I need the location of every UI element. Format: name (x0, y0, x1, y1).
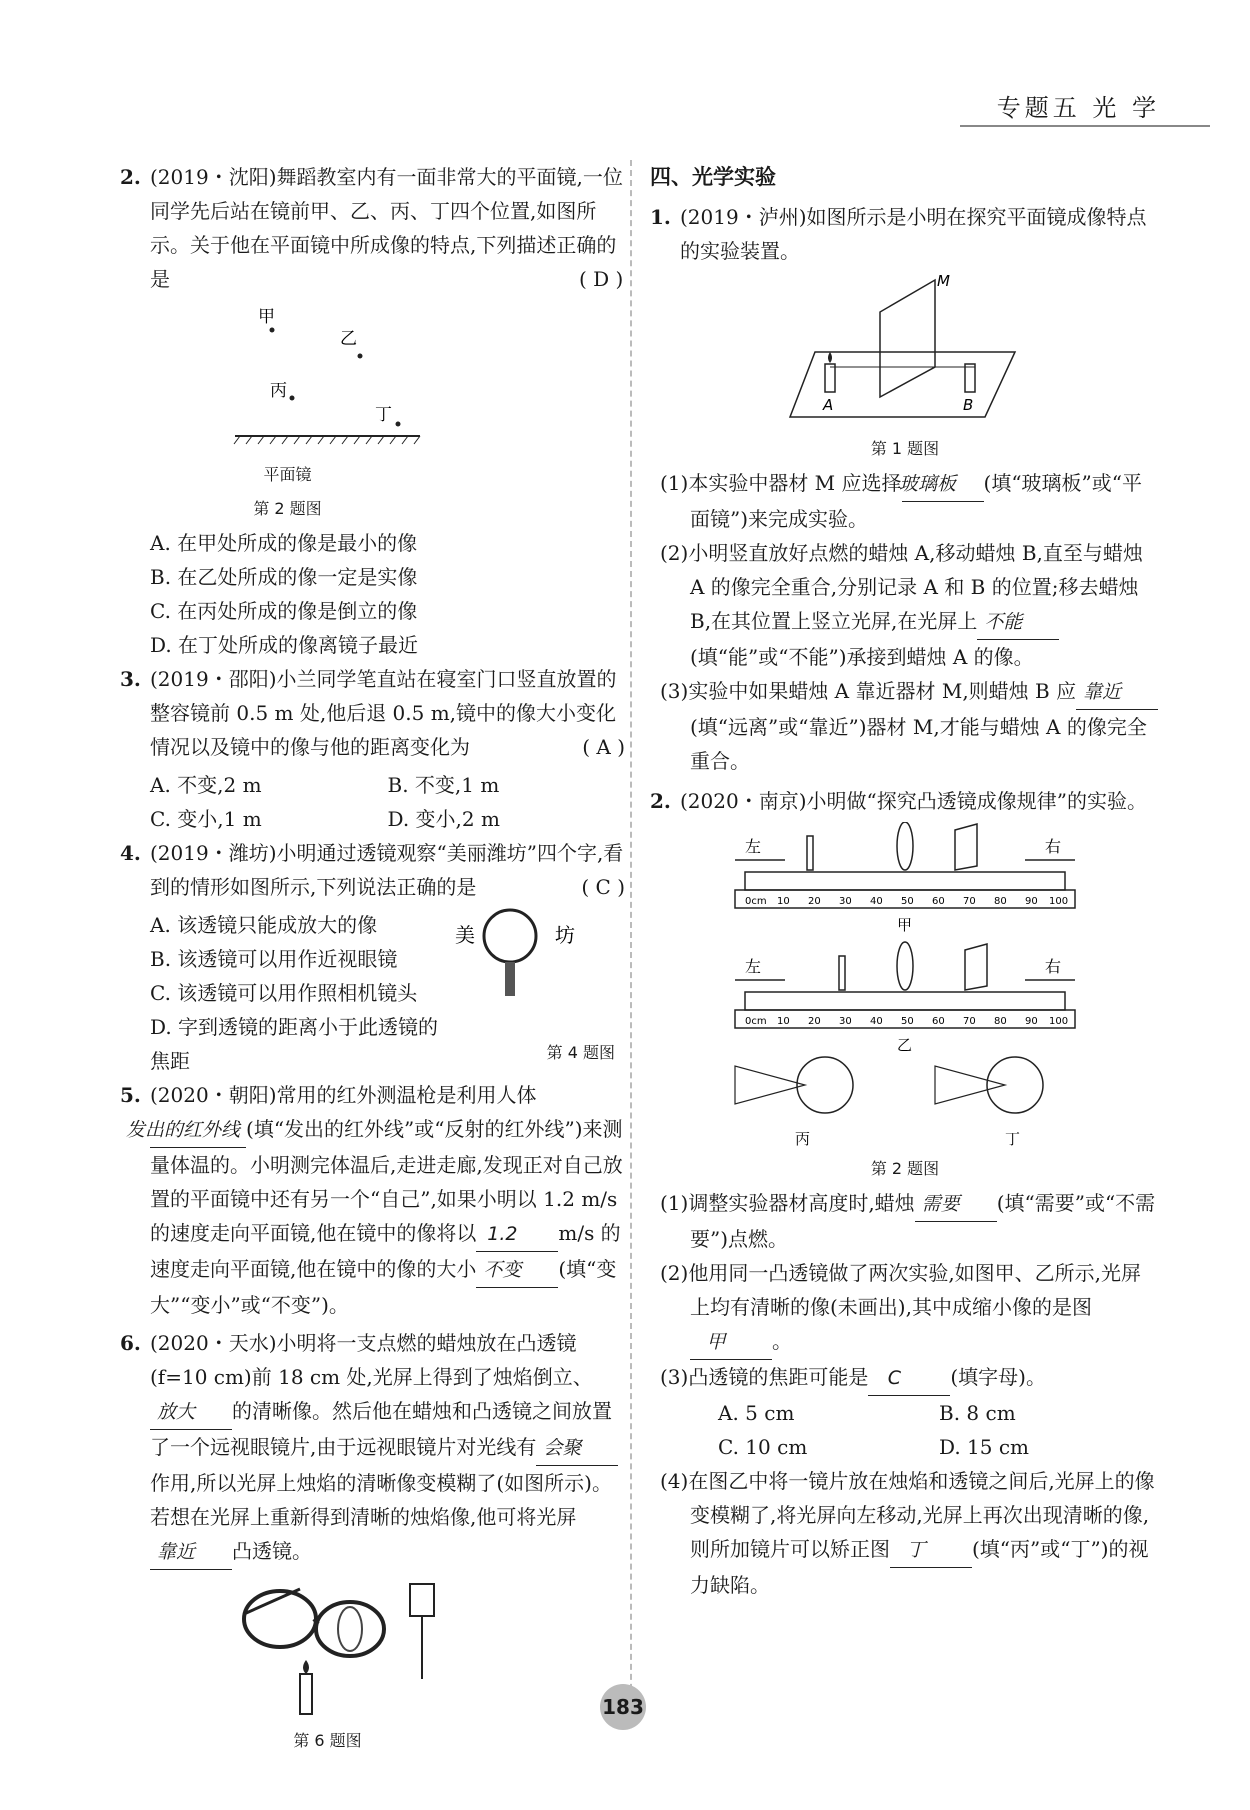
tick: 40 (870, 1016, 883, 1027)
tick: 20 (808, 896, 821, 907)
question-number: 6. (120, 1331, 141, 1355)
blank-answer[interactable]: 不能 (977, 605, 1059, 640)
question-4 (120, 836, 625, 904)
right-column (650, 160, 1160, 1602)
figure-q2-mirror-positions (230, 302, 590, 452)
eyeball (987, 1057, 1043, 1113)
q4-block (120, 908, 625, 1078)
question-number: 1. (650, 205, 671, 229)
blank-answer[interactable]: C (868, 1361, 950, 1396)
screen (965, 944, 987, 990)
q6-text-2: 的清晰像。然后他在蜡烛和凸透镜之间放置了一个远视眼镜片,由于远视眼镜片对光线有 (150, 1399, 612, 1459)
blank-answer-3[interactable]: 靠近 (150, 1535, 232, 1570)
label-left: 左 (745, 957, 762, 976)
screen (955, 824, 977, 870)
options-row-1 (650, 1396, 1160, 1430)
blank-answer-1[interactable]: 发出的红外线 (150, 1113, 246, 1148)
label-bing: 丙 (795, 1130, 811, 1148)
q5-text-1: (2020・朝阳)常用的红外测温枪是利用人体 (150, 1083, 537, 1107)
blank-answer-2[interactable]: 1.2 (476, 1217, 558, 1252)
option-d: D. 字到透镜的距离小于此透镜的焦距 (150, 1015, 439, 1073)
question-number: 2. (120, 165, 141, 189)
bench-rail (745, 992, 1065, 1010)
answer-choice: ( A ) (582, 735, 625, 759)
question-number: 4. (120, 841, 141, 865)
figure-caption: 第 6 题图 (293, 1731, 362, 1750)
option-d: D. 15 cm (939, 1435, 1030, 1459)
figure-caption: 第 1 题图 (870, 439, 940, 458)
blank-answer[interactable]: 靠近 (1076, 675, 1158, 710)
tick: 60 (932, 896, 945, 907)
tick: 90 (1025, 896, 1038, 907)
option-c: C. 该透镜可以用作照相机镜头 (150, 981, 418, 1005)
tick: 50 (901, 1016, 914, 1027)
point-bing (290, 396, 295, 401)
q1-part-3: (3)实验中如果蜡烛 A 靠近器材 M,则蜡烛 B 应 靠近(填“远离”或“靠近”)器材 M,才能与蜡烛 A 的像完全重合。 (650, 674, 1160, 778)
tick: 100 (1049, 1016, 1069, 1027)
blank-answer-1[interactable]: 放大 (150, 1395, 232, 1430)
answer-choice: ( D ) (578, 267, 624, 291)
label-B: B (963, 396, 974, 414)
option-b: B. 8 cm (939, 1401, 1016, 1425)
q1-part-2: (2)小明竖直放好点燃的蜡烛 A,移动蜡烛 B,直至与蜡烛 A 的像完全重合,分别记录 A 和 B 的位置;移去蜡烛 B,在其位置上竖立光屏,在光屏上 不能(填“能”或“不能”)承接到蜡烛 A 的像。 (660, 541, 1143, 669)
candle-A-flame (828, 352, 832, 363)
candle-B (965, 364, 975, 392)
light-screen (410, 1584, 434, 1616)
lens (897, 942, 913, 990)
option-a: A. 该透镜只能成放大的像 (150, 913, 378, 937)
label-bing: 丙 (270, 381, 287, 401)
q6-text-3: 作用,所以光屏上烛焰的清晰像变模糊了(如图所示)。若想在光屏上重新得到清晰的烛焰像,他可将光屏 (150, 1471, 612, 1529)
blank-answer-3[interactable]: 不变 (476, 1253, 558, 1288)
mirror-hatching (234, 436, 420, 444)
candle-A (825, 364, 835, 392)
label-jia: 甲 (258, 307, 275, 327)
option-d: D. 变小,2 m (387, 807, 500, 831)
question-number: 5. (120, 1083, 141, 1107)
answer-choice: ( C ) (581, 875, 625, 899)
q2-part-4: (4)在图乙中将一镜片放在烛焰和透镜之间后,光屏上的像变模糊了,将光屏向左移动,光屏上再次出现清晰的像,则所加镜片可以矫正图 丁 (填“丙”或“丁”)的视力缺陷。 (660, 1469, 1155, 1597)
question-stem: (2019・泸州)如图所示是小明在探究平面镜成像特点的实验装置。 (680, 205, 1147, 263)
question-number: 2. (650, 789, 671, 813)
tick: 20 (808, 1016, 821, 1027)
glasses-lens-right (316, 1602, 384, 1656)
question-stem: (2019・邵阳)小兰同学笔直站在寝室门口竖直放置的整容镜前 0.5 m 处,他后退 0.5 m,镜中的像大小变化情况以及镜中的像与他的距离变化为 (150, 667, 617, 759)
eye-diagram-ding (935, 1057, 1043, 1148)
candle-flame (303, 1660, 309, 1674)
option-a: A. 不变,2 m (150, 773, 262, 797)
tick: 0cm (745, 896, 767, 907)
option-c: C. 在丙处所成的像是倒立的像 (150, 599, 418, 623)
q5-text-3: m/s 的速度走向平面镜,他在镜中的像的大小 (150, 1221, 621, 1281)
tick: 80 (994, 896, 1007, 907)
tick: 50 (901, 896, 914, 907)
left-column (120, 160, 625, 1758)
magnifier-lens (484, 910, 536, 962)
candle (807, 836, 813, 870)
label-ding: 丁 (1005, 1130, 1021, 1148)
label-ding: 丁 (375, 405, 392, 425)
option-a: A. 5 cm (718, 1401, 795, 1425)
tick: 90 (1025, 1016, 1038, 1027)
figure-optical-bench (715, 822, 1095, 1152)
page-header-title: 专题五 光 学 (996, 94, 1160, 122)
label-right: 右 (1045, 957, 1062, 976)
question-number: 3. (120, 667, 141, 691)
blank-answer[interactable]: 需要 (915, 1187, 997, 1222)
tick: 30 (839, 1016, 852, 1027)
page-number: 183 (600, 1684, 646, 1730)
char-mei: 美 (455, 923, 475, 947)
figure-caption: 第 2 题图 (870, 1159, 940, 1178)
magnifier-handle (505, 962, 515, 996)
convex-lens (338, 1607, 362, 1651)
mirror-label: 平面镜 (263, 465, 312, 484)
bench-yi (735, 942, 1075, 1054)
eye-diagram-bing (735, 1057, 853, 1148)
tick: 100 (1049, 896, 1069, 907)
tick: 80 (994, 1016, 1007, 1027)
option-b: B. 该透镜可以用作近视眼镜 (150, 947, 398, 971)
label-jia: 甲 (897, 916, 913, 934)
q6-text-4: 凸透镜。 (232, 1539, 312, 1563)
bench-rail (745, 872, 1065, 890)
q2-part-3: (3)凸透镜的焦距可能是 C (填字母)。 (650, 1360, 1160, 1396)
label-yi: 乙 (340, 329, 357, 349)
figure-caption: 第 4 题图 (546, 1043, 615, 1062)
figure-q4-magnifier (455, 908, 625, 1018)
q5-text-2: (填“发出的红外线”或“反射的红外线”)来测量体温的。小明测完体温后,走进走廊,发现正对自己放置的平面镜中还有另一个“自己”,如果小明以 1.2 m/s 的速度走向平面镜,他在镜中的像将以 (150, 1117, 623, 1245)
q2-part-2: (2)他用同一凸透镜做了两次实验,如图甲、乙所示,光屏上均有清晰的像(未画出),其中成缩小像的是图甲 。 (650, 1256, 1160, 1360)
figure-caption: 第 2 题图 (253, 499, 322, 518)
column-divider (630, 160, 632, 1720)
blank-answer-2[interactable]: 会聚 (536, 1431, 618, 1466)
tick: 70 (963, 896, 976, 907)
tick: 0cm (745, 1016, 767, 1027)
option-b: B. 不变,1 m (387, 773, 500, 797)
option-c: C. 10 cm (718, 1435, 808, 1459)
tick: 10 (777, 1016, 790, 1027)
experiment-question-1 (650, 200, 1160, 268)
blank-answer[interactable]: 丁 (890, 1533, 972, 1568)
tick: 40 (870, 896, 883, 907)
blank-answer[interactable]: 玻璃板 (902, 467, 984, 502)
figure-plane-mirror-setup (785, 272, 1025, 432)
light-cone (735, 1066, 805, 1104)
label-yi: 乙 (897, 1036, 913, 1054)
figure-q6-glasses (240, 1574, 460, 1724)
tick: 60 (932, 1016, 945, 1027)
options-row-2 (650, 1430, 1160, 1464)
experiment-question-2 (650, 784, 1160, 818)
point-ding (396, 422, 401, 427)
bench-jia (735, 822, 1075, 934)
question-stem: (2020・南京)小明做“探究凸透镜成像规律”的实验。 (680, 789, 1147, 813)
point-yi (358, 354, 363, 359)
option-a: A. 在甲处所成的像是最小的像 (150, 531, 418, 555)
q1-part-1: (1)本实验中器材 M 应选择玻璃板 (填“玻璃板”或“平面镜”)来完成实验。 (650, 466, 1160, 536)
tick: 30 (839, 896, 852, 907)
option-c: C. 变小,1 m (150, 807, 262, 831)
blank-answer[interactable]: 甲 (690, 1325, 772, 1360)
question-2 (120, 160, 625, 296)
q6-text-1: (2020・天水)小明将一支点燃的蜡烛放在凸透镜(f=10 cm)前 18 cm 处,光屏上得到了烛焰倒立、 (150, 1331, 593, 1389)
tick: 70 (963, 1016, 976, 1027)
lens (897, 822, 913, 870)
point-jia (270, 328, 275, 333)
option-b: B. 在乙处所成的像一定是实像 (150, 565, 418, 589)
label-A: A (823, 396, 834, 414)
header-rule (960, 125, 1210, 127)
section-title: 四、光学实验 (650, 165, 776, 189)
question-stem: (2019・沈阳)舞蹈教室内有一面非常大的平面镜,一位同学先后站在镜前甲、乙、丙、丁四个位置,如图所示。关于他在平面镜中所成像的特点,下列描述正确的是 (150, 165, 623, 291)
light-cone (935, 1066, 1005, 1104)
option-d: D. 在丁处所成的像离镜子最近 (150, 633, 419, 657)
label-right: 右 (1045, 837, 1062, 856)
candle (839, 956, 845, 990)
label-M: M (937, 272, 950, 290)
question-5 (120, 1078, 625, 1322)
label-left: 左 (745, 837, 762, 856)
tick: 10 (777, 896, 790, 907)
q2-part-1: (1)调整实验器材高度时,蜡烛 需要 (填“需要”或“不需要”)点燃。 (650, 1186, 1160, 1256)
options-row-2 (120, 802, 625, 836)
glass-plate-M (880, 280, 935, 397)
options-row-1 (120, 768, 625, 802)
question-3 (120, 662, 625, 764)
candle (300, 1674, 312, 1714)
question-6 (120, 1326, 625, 1570)
q5-text-4: (填“变大”“变小”或“不变”)。 (150, 1257, 617, 1317)
char-fang: 坊 (555, 923, 575, 947)
question-stem: (2019・潍坊)小明通过透镜观察“美丽潍坊”四个字,看到的情形如图所示,下列说法正确的是 (150, 841, 624, 899)
